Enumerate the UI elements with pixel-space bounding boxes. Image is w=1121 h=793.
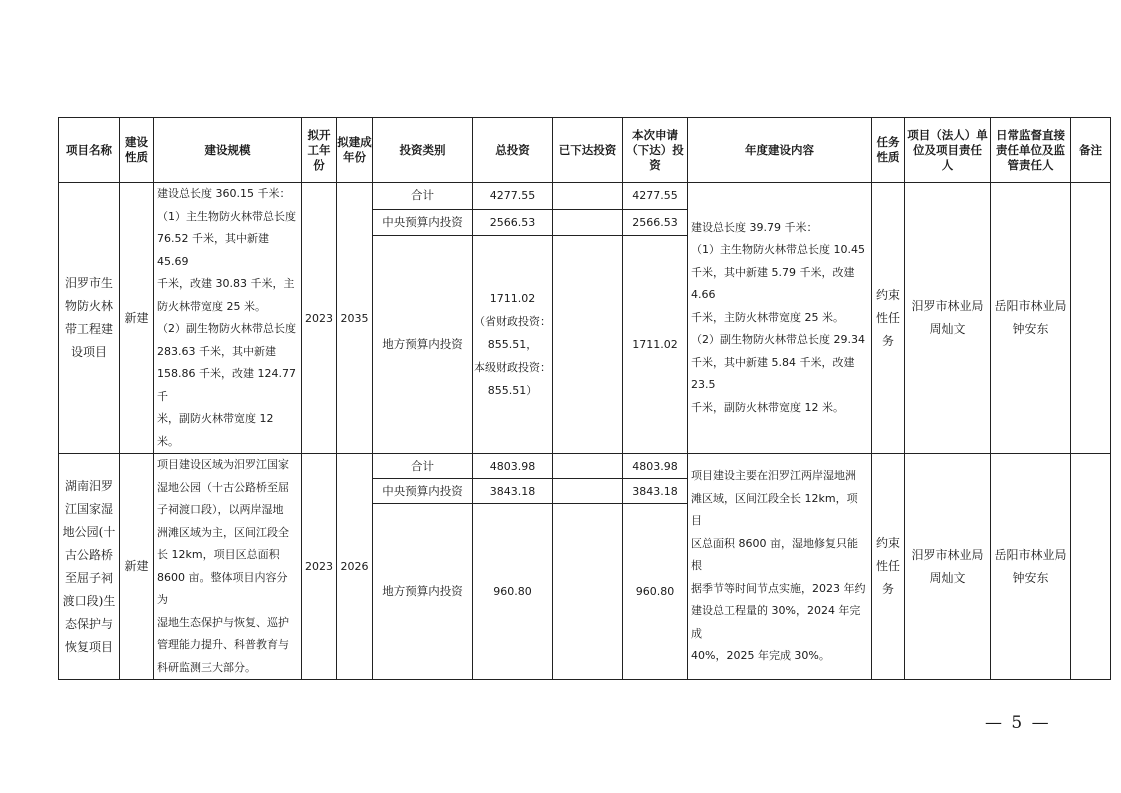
project-name-line: 地公园(十 (62, 524, 116, 539)
total-investment-line: 1711.02 (489, 292, 536, 306)
header-scale: 建设规模 (154, 118, 302, 183)
annual-content-line: （1）主生物防火林带总长度 10.45 (691, 243, 865, 257)
remark-cell (1071, 183, 1111, 454)
issued-investment-cell (553, 236, 623, 454)
start-year-cell: 2023 (302, 454, 337, 680)
total-investment-cell: 960.80 (473, 504, 553, 680)
supervisor-cell (991, 454, 1071, 680)
header-owner: 项目（法人）单 位及项目责任 人 (905, 118, 991, 183)
end-year-cell: 2026 (337, 454, 373, 680)
scale-line: 长 12km，项目区总面积 (157, 548, 280, 561)
header-supervisor: 日常监督直接 责任单位及监 管责任人 (991, 118, 1071, 183)
scale-line: 283.63 千米，其中新建 (157, 344, 276, 358)
investment-type-cell: 合计 (373, 183, 473, 210)
total-investment-line: 本级财政投资： (474, 361, 551, 375)
applied-investment-cell: 4277.55 (623, 183, 688, 210)
supervisor-line: 钟安东 (1012, 322, 1049, 336)
end-year-cell: 2035 (337, 183, 373, 454)
project-name-cell (59, 454, 120, 680)
project-name-line: 汨罗市生 (64, 276, 113, 290)
scale-line: 子祠渡口段），以两岸湿地 (157, 503, 284, 516)
supervisor-line: 岳阳市林业局 (994, 299, 1067, 313)
supervisor-line: 钟安东 (1012, 570, 1049, 585)
total-investment-line: （省财政投资： (474, 315, 551, 329)
owner-line: 周灿文 (929, 570, 966, 585)
remark-cell (1071, 454, 1111, 680)
annual-content-line: 40%，2025 年完成 30%。 (691, 649, 830, 663)
total-investment-cell: 4277.55 (473, 183, 553, 210)
project-investment-table (58, 117, 1111, 680)
project-name-line: 态保护与 (64, 616, 113, 631)
project-name-line: 江国家湿 (64, 501, 113, 516)
task-nature-cell (872, 183, 905, 454)
annual-content-cell (688, 183, 872, 454)
header-total-investment: 总投资 (473, 118, 553, 183)
supervisor-cell (991, 183, 1071, 454)
investment-type-cell: 地方预算内投资 (373, 236, 473, 454)
annual-content-line: （2）副生物防火林带总长度 29.34 (691, 333, 865, 347)
applied-investment-cell: 4803.98 (623, 454, 688, 479)
header-start-year: 拟开 工年 份 (302, 118, 337, 183)
header-project-name: 项目名称 (59, 118, 120, 183)
header-remark: 备注 (1071, 118, 1111, 183)
header-nature: 建设 性质 (120, 118, 154, 183)
header-task-nature: 任务 性质 (872, 118, 905, 183)
total-investment-cell (473, 236, 553, 454)
applied-investment-cell: 3843.18 (623, 479, 688, 504)
annual-content-line: 建设总长度 39.79 千米： (691, 220, 818, 234)
project-name-line: 带工程建 (64, 322, 113, 336)
investment-type-cell: 中央预算内投资 (373, 479, 473, 504)
project-name-line: 设项目 (70, 345, 107, 359)
scale-line: 洲滩区域为主，区间江段全 (157, 525, 289, 539)
total-investment-line: 855.51， (487, 338, 538, 352)
annual-content-line: 千米，其中新建 5.84 千米，改建 23.5 (691, 355, 855, 392)
scale-line: 8600 亩。整体项目内容分为 (157, 570, 288, 606)
scale-line: （1）主生物防火林带总长度 (157, 209, 296, 223)
header-applied-investment: 本次申请 （下达）投 资 (623, 118, 688, 183)
header-investment-type: 投资类别 (373, 118, 473, 183)
investment-row (59, 454, 1111, 479)
scale-line: 158.86 千米，改建 124.77 千 (157, 367, 296, 403)
header-row (59, 118, 1111, 183)
scale-line: 湿地公园（十古公路桥至屈 (157, 480, 289, 494)
issued-investment-cell (553, 183, 623, 210)
issued-investment-cell (553, 209, 623, 236)
nature-cell: 新建 (120, 183, 154, 454)
start-year-cell: 2023 (302, 183, 337, 454)
task-nature-line: 务 (881, 333, 894, 348)
owner-line: 周灿文 (929, 322, 966, 336)
applied-investment-cell: 1711.02 (623, 236, 688, 454)
task-nature-line: 性任 (875, 310, 900, 325)
scale-line: （2）副生物防火林带总长度 (157, 322, 296, 335)
applied-investment-cell: 2566.53 (623, 209, 688, 236)
annual-content-line: 滩区域，区间江段全长 12km，项目 (691, 491, 858, 528)
annual-content-cell (688, 454, 872, 680)
annual-content-line: 千米，主防火林带宽度 25 米。 (691, 310, 844, 324)
investment-type-cell: 中央预算内投资 (373, 209, 473, 236)
nature-cell: 新建 (120, 454, 154, 680)
scale-line: 千米，改建 30.83 千米，主 (157, 277, 295, 290)
scale-line: 防火林带宽度 25 米。 (157, 299, 266, 313)
issued-investment-cell (553, 504, 623, 680)
project-name-line: 物防火林 (64, 299, 113, 313)
annual-content-line: 建设总工程量的 30%，2024 年完成 (691, 604, 861, 640)
annual-content-line: 项目建设主要在汨罗江两岸湿地洲 (691, 469, 856, 483)
task-nature-cell (872, 454, 905, 680)
owner-cell (905, 454, 991, 680)
scale-line: 建设总长度 360.15 千米： (157, 187, 291, 200)
total-investment-cell: 3843.18 (473, 479, 553, 504)
investment-row (59, 183, 1111, 210)
issued-investment-cell (553, 479, 623, 504)
issued-investment-cell (553, 454, 623, 479)
scale-cell (154, 454, 302, 680)
scale-line: 湿地生态保护与恢复、巡护 (157, 615, 289, 629)
scale-cell (154, 183, 302, 454)
project-name-line: 古公路桥 (64, 547, 113, 562)
project-name-line: 至屈子祠 (64, 570, 113, 585)
total-investment-line: 855.51） (487, 384, 538, 398)
header-end-year: 拟建成 年份 (337, 118, 373, 183)
owner-cell (905, 183, 991, 454)
scale-line: 科研监测三大部分。 (157, 660, 256, 674)
supervisor-line: 岳阳市林业局 (994, 547, 1067, 562)
task-nature-line: 务 (881, 582, 894, 596)
total-investment-cell: 4803.98 (473, 454, 553, 479)
annual-content-line: 区总面积 8600 亩，湿地修复只能根 (691, 536, 858, 573)
scale-line: 项目建设区域为汨罗江国家 (157, 458, 289, 471)
scale-line: 米，副防火林带宽度 12 米。 (157, 412, 274, 448)
investment-type-cell: 地方预算内投资 (373, 504, 473, 680)
owner-line: 汨罗市林业局 (911, 299, 984, 313)
annual-content-line: 据季节等时间节点实施，2023 年约 (691, 581, 866, 595)
project-name-line: 恢复项目 (64, 639, 113, 654)
owner-line: 汨罗市林业局 (911, 547, 984, 562)
annual-content-line: 千米，副防火林带宽度 12 米。 (691, 400, 844, 414)
page-number: — 5 — (985, 713, 1051, 733)
project-name-cell (59, 183, 120, 454)
total-investment-cell: 2566.53 (473, 209, 553, 236)
investment-type-cell: 合计 (373, 454, 473, 479)
scale-line: 76.52 千米，其中新建 45.69 (157, 232, 269, 268)
project-name-line: 湖南汨罗 (64, 478, 113, 493)
task-nature-line: 约束 (875, 536, 900, 550)
project-name-line: 渡口段)生 (62, 593, 116, 608)
task-nature-line: 约束 (875, 287, 900, 302)
header-issued-investment: 已下达投资 (553, 118, 623, 183)
annual-content-line: 千米，其中新建 5.79 千米，改建 4.66 (691, 265, 855, 302)
applied-investment-cell: 960.80 (623, 504, 688, 680)
header-annual-content: 年度建设内容 (688, 118, 872, 183)
task-nature-line: 性任 (875, 559, 900, 573)
scale-line: 管理能力提升、科普教育与 (157, 638, 289, 651)
